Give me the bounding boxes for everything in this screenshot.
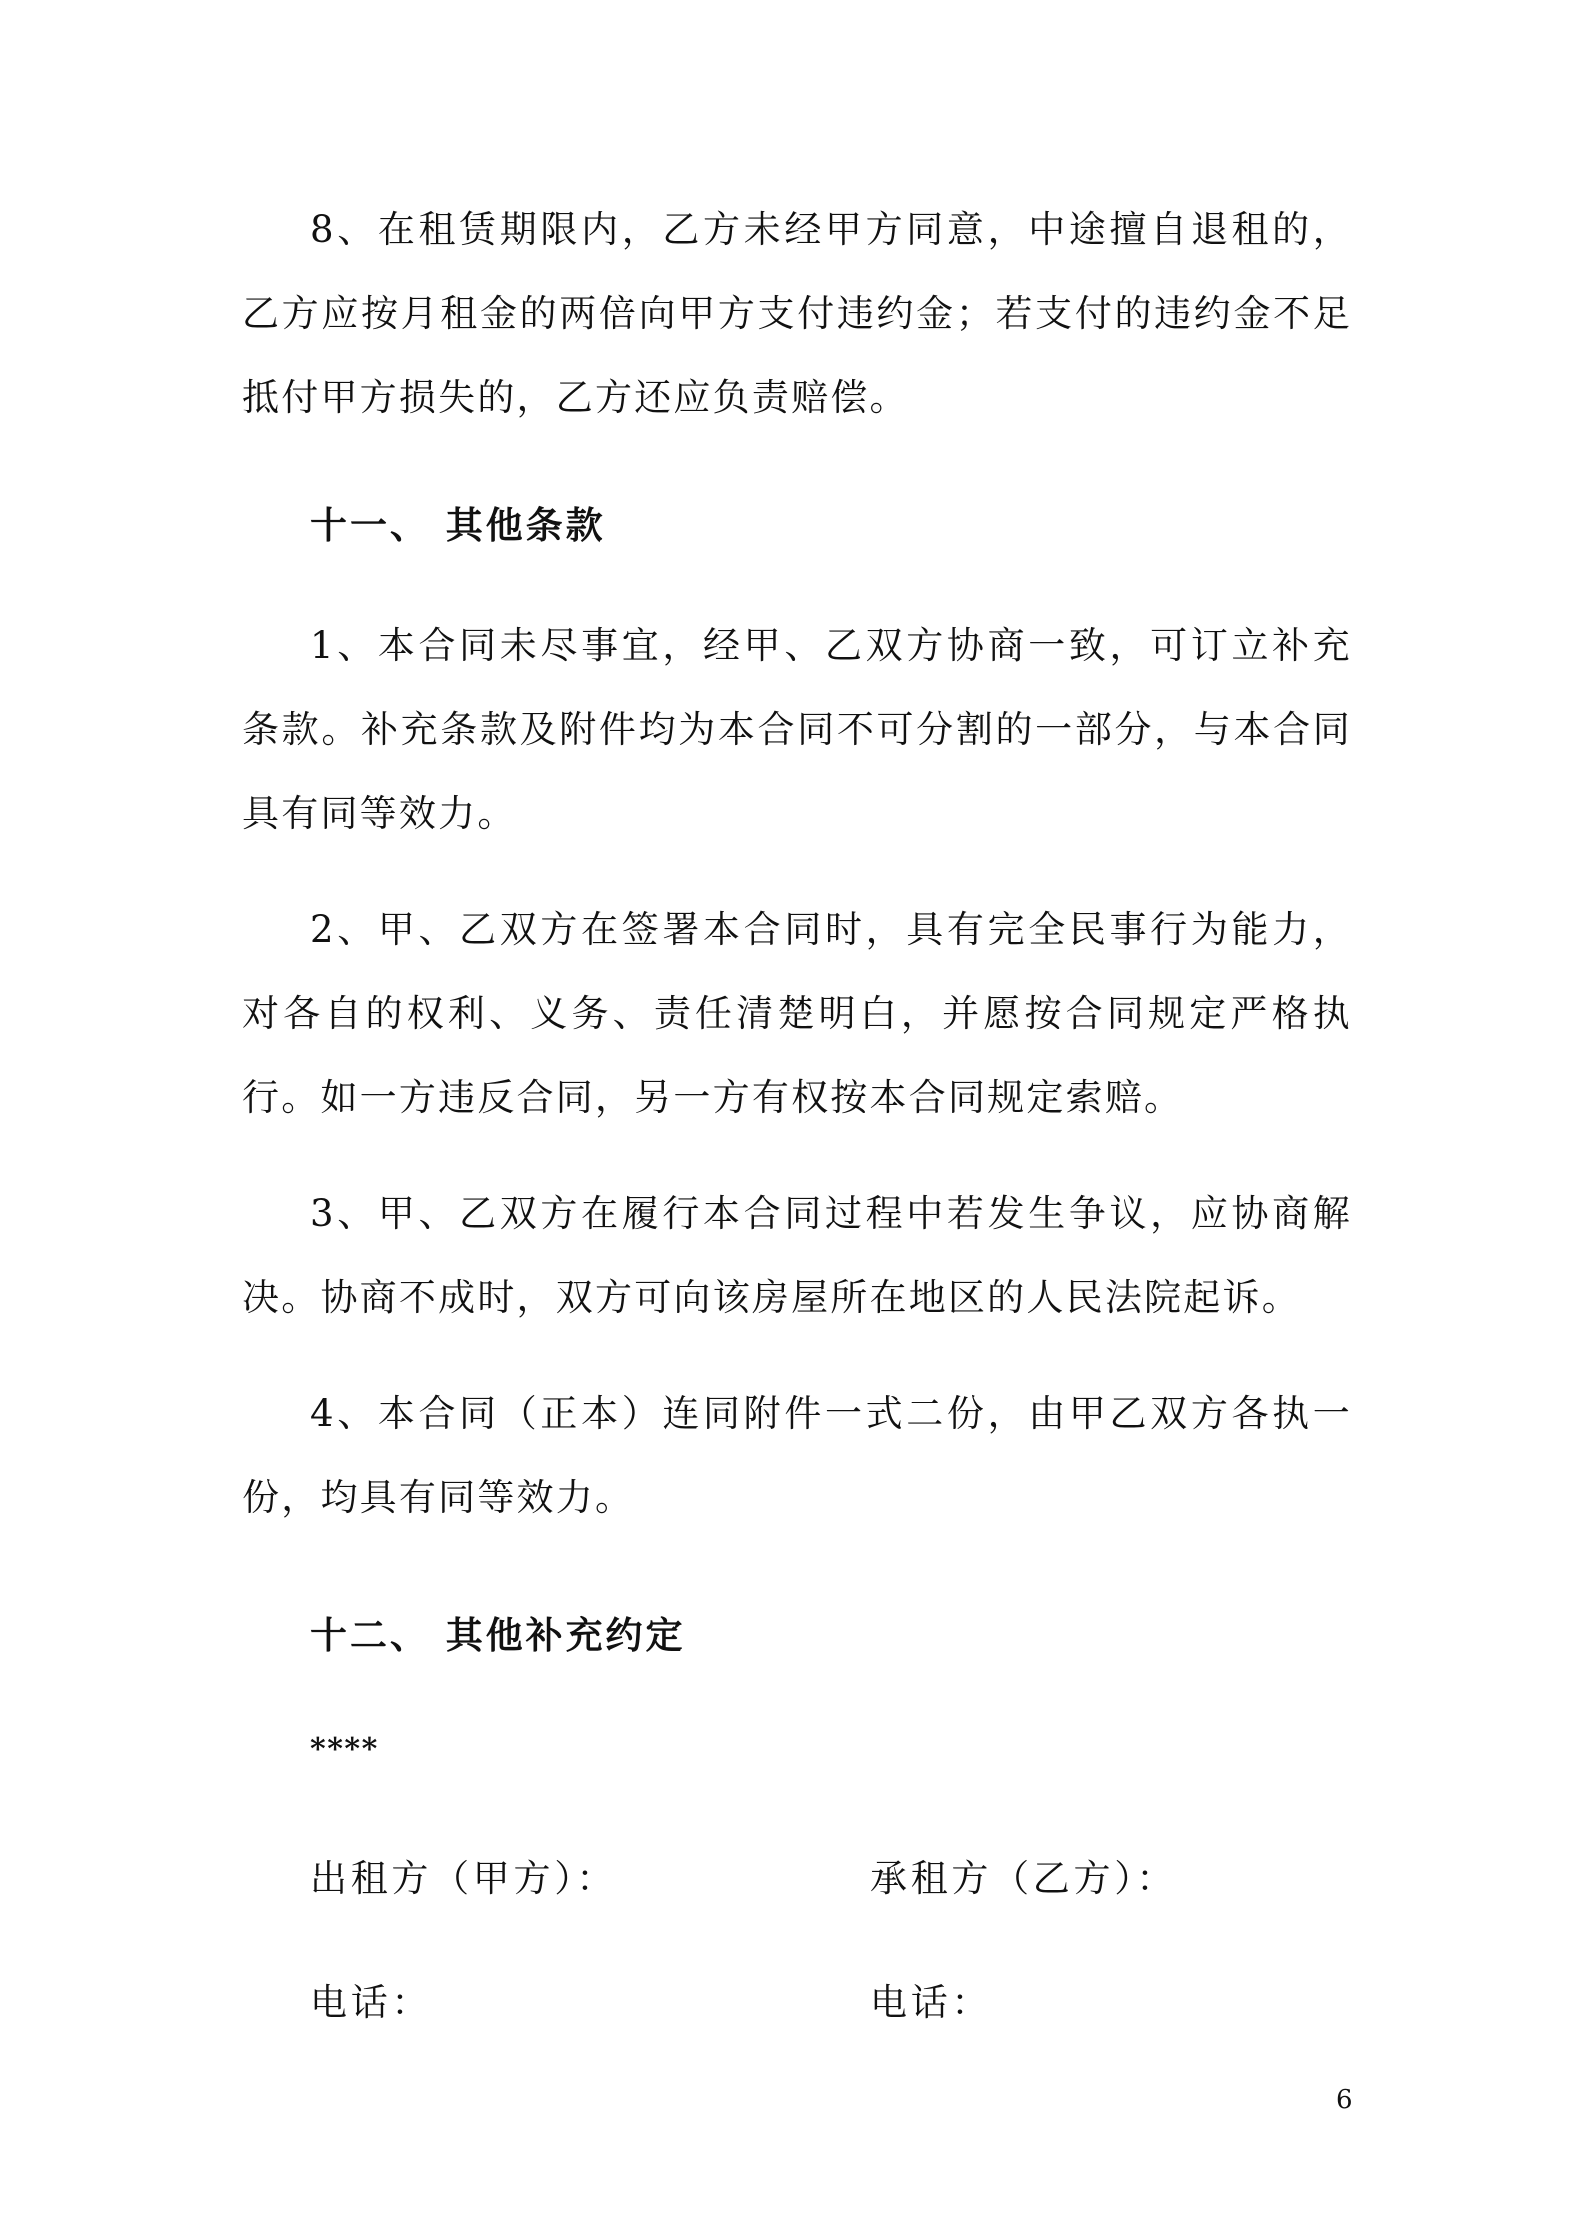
lessee-signature-label: 承租方（乙方）： bbox=[870, 1857, 1178, 1900]
paragraph-clause-3: 3、甲、乙双方在履行本合同过程中若发生争议，应协商解决。协商不成时，双方可向该房屋所在地区的人民法院起诉。 bbox=[242, 1192, 1352, 1319]
paragraph-clause-1: 1、本合同未尽事宜，经甲、乙双方协商一致，可订立补充条款。补充条款及附件均为本合同不可分割的一部分，与本合同具有同等效力。 bbox=[242, 624, 1352, 835]
paragraph-clause-8: 8、在租赁期限内，乙方未经甲方同意，中途擅自退租的，乙方应按月租金的两倍向甲方支付违约金；若支付的违约金不足抵付甲方损失的，乙方还应负责赔偿。 bbox=[242, 208, 1352, 419]
section-11-heading: 十一、 其他条款 bbox=[310, 503, 606, 547]
paragraph-clause-4: 4、本合同（正本）连同附件一式二份，由甲乙双方各执一份，均具有同等效力。 bbox=[242, 1392, 1352, 1519]
lessor-signature-label: 出租方（甲方）： bbox=[310, 1857, 618, 1900]
section-12-heading: 十二、 其他补充约定 bbox=[310, 1613, 686, 1657]
lessee-phone-label: 电话： bbox=[870, 1981, 993, 2024]
lessor-phone-label: 电话： bbox=[310, 1981, 433, 2024]
paragraph-clause-2: 2、甲、乙双方在签署本合同时，具有完全民事行为能力，对各自的权利、义务、责任清楚明白，并愿按合同规定严格执行。如一方违反合同，另一方有权按本合同规定索赔。 bbox=[242, 908, 1352, 1119]
supplement-placeholder: **** bbox=[310, 1732, 379, 1767]
page-number: 6 bbox=[1336, 2085, 1353, 2115]
